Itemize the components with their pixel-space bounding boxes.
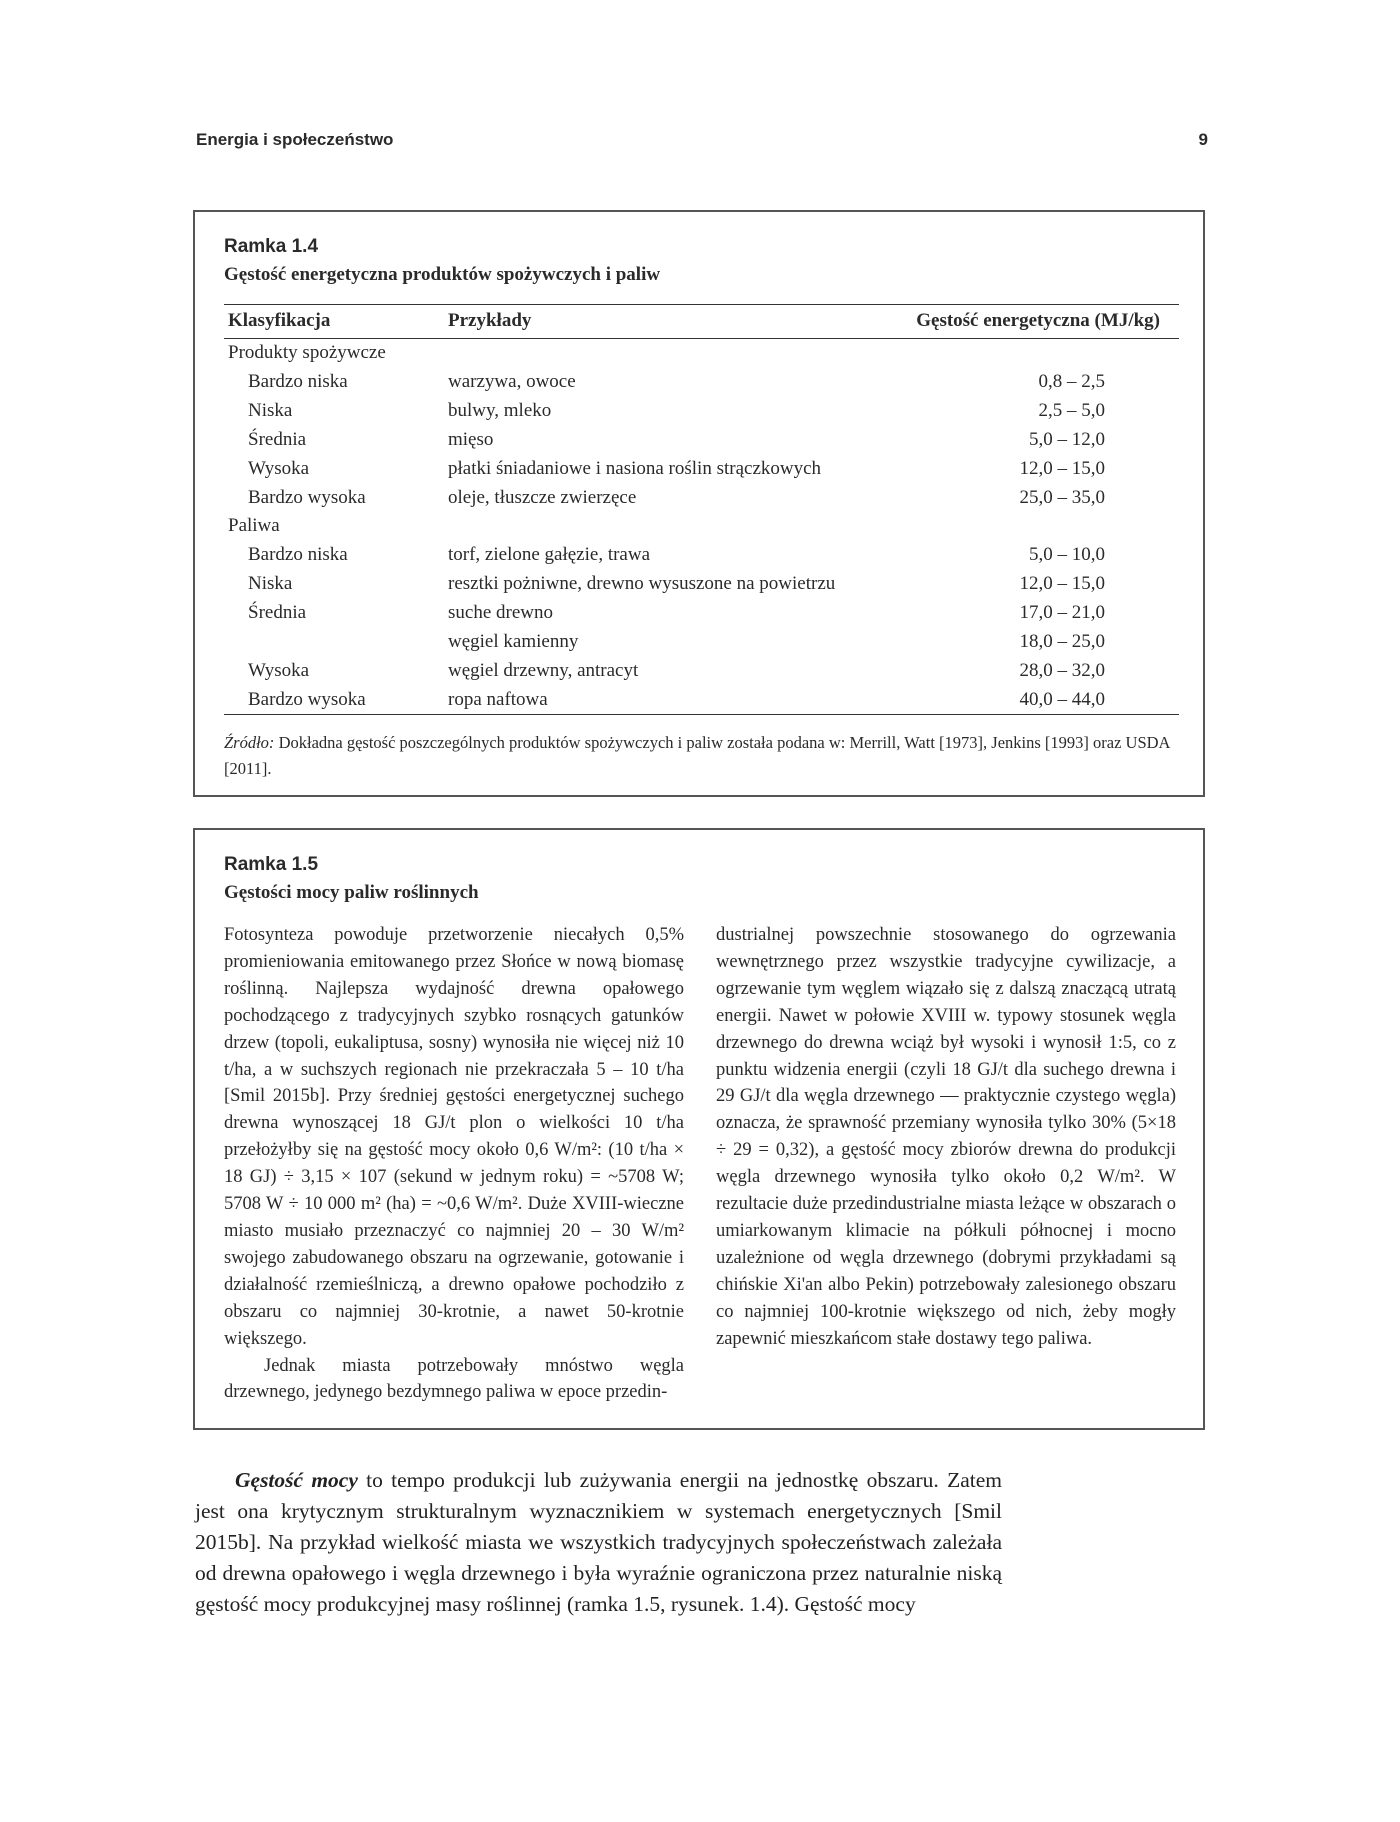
paragraph: Fotosynteza powoduje przetworzenie niecałych 0,5% promieniowania emitowanego przez Słońce w nową biomasę roślinną. Najlepsza wydajność drewna opałowego pochodzącego z tradycyjnych szybko rosnących gatunków drzew (topoli, eukaliptusa, sosny) wynosiła nie więcej niż 10 t/ha, a w suchszych regionach nie przekraczała 5 – 10 t/ha [Smil 2015b]. Przy średniej gęstości energetycznej suchego drewna wynoszącej 18 GJ/t plon o wielkości 10 t/ha przełożyłby się na gęstość mocy około 0,6 W/m²: (10 t/ha × 18 GJ) ÷ 3,15 × 107 (sekund w jednym roku) = ~5708 W; 5708 W ÷ 10 000 m² (ha) = ~0,6 W/m². Duże XVIII-wieczne miasto musiało przeznaczyć co najmniej 20 – 30 W/m² swojego zabudowanego obszaru na ogrzewanie, gotowanie i działalność rzemieślniczą, a drewno opałowe pochodziło z obszaru co najmniej 30-krotnie, a nawet 50-krotnie większego. bbox=[224, 925, 684, 1349]
row-value: 0,8 – 2,5 bbox=[1038, 370, 1105, 392]
column-left bbox=[224, 922, 684, 1406]
row-classification: Średnia bbox=[248, 428, 307, 450]
row-classification: Średnia bbox=[248, 602, 307, 624]
box-title: Gęstości mocy paliw roślinnych bbox=[224, 882, 479, 903]
row-example: bulwy, mleko bbox=[448, 399, 552, 421]
row-example: mięso bbox=[448, 428, 494, 450]
source-note bbox=[224, 730, 1184, 782]
box-title: Gęstość energetyczna produktów spożywczych i paliw bbox=[224, 264, 661, 285]
row-classification: Produkty spożywcze bbox=[228, 342, 386, 363]
row-example: warzywa, owoce bbox=[448, 370, 576, 392]
row-example: oleje, tłuszcze zwierzęce bbox=[448, 486, 637, 508]
page-number: 9 bbox=[1198, 130, 1208, 149]
row-example: resztki pożniwne, drewno wysuszone na powietrzu bbox=[448, 573, 836, 595]
box-1-4 bbox=[193, 210, 1205, 797]
body-text bbox=[195, 1465, 1002, 1620]
row-value: 5,0 – 10,0 bbox=[1029, 544, 1105, 566]
running-head bbox=[196, 130, 1208, 150]
row-example: węgiel kamienny bbox=[448, 631, 579, 652]
column-right bbox=[716, 922, 1176, 1353]
row-classification: Wysoka bbox=[248, 457, 310, 479]
source-text: Dokładna gęstość poszczególnych produktów spożywczych i paliw została podana w: Merrill, Watt [1973], Jenkins [1993] oraz USDA [2011]. bbox=[224, 733, 1170, 778]
row-value: 25,0 – 35,0 bbox=[1019, 486, 1105, 508]
row-value: 40,0 – 44,0 bbox=[1019, 688, 1105, 710]
paragraph-continued: Jednak miasta potrzebowały mnóstwo węgla drzewnego, jedynego bezdymnego paliwa w epoce przedin- bbox=[224, 1355, 684, 1403]
running-head-title: Energia i społeczeństwo bbox=[196, 130, 394, 149]
paragraph: dustrialnej powszechnie stosowanego do ogrzewania wewnętrznego przez wszystkie tradycyjne cywilizacje, a ogrzewanie tym węglem wiązało się z dalszą znaczącą utratą energii. Nawet w połowie XVIII w. typowy stosunek węgla drzewnego do drewna wciąż był wysoki i wynosił 1:5, co z punktu widzenia energii (czyli 18 GJ/t dla suchego drewna i 29 GJ/t dla węgla drzewnego — praktycznie czystego węgla) oznacza, że sprawność przemiany wynosiła tylko 30% (5×18 ÷ 29 = 0,32), a gęstość mocy zbiorów drewna do produkcji węgla drzewnego wynosiła tylko około 0,2 W/m². W rezultacie duże przedindustrialne miasta leżące w obszarach o umiarkowanym klimacie na półkuli północnej i mocno uzależnione od węgla drzewnego (dobrymi przykładami są chińskie Xi'an albo Pekin) potrzebowały zalesionego obszaru co najmniej 100-krotnie większego od nich, żeby mogły zapewnić mieszkańcom stałe dostawy tego paliwa. bbox=[716, 925, 1176, 1349]
row-value: 2,5 – 5,0 bbox=[1038, 399, 1105, 421]
row-example: ropa naftowa bbox=[448, 688, 548, 710]
row-classification: Bardzo wysoka bbox=[248, 486, 366, 508]
source-label: Źródło: bbox=[224, 733, 275, 752]
paragraph-text: to tempo produkcji lub zużywania energii na jednostkę obszaru. Zatem jest ona krytycznym strukturalnym wyznacznikiem w systemach energetycznych [Smil 2015b]. Na przykład wielkość miasta we wszystkich tradycyjnych społeczeństwach zależała od drewna opałowego i węgla drzewnego i była wyraźnie ograniczona przez naturalnie niską gęstość mocy produkcyjnej masy roślinnej (ramka 1.5, rysunek. 1.4). Gęstość mocy bbox=[195, 1468, 1002, 1616]
table-bottom-rule bbox=[224, 714, 1179, 715]
row-example: węgiel drzewny, antracyt bbox=[448, 659, 639, 681]
box-1-5 bbox=[193, 828, 1205, 1430]
box-label: Ramka 1.4 bbox=[224, 236, 319, 257]
col-header-classification: Klasyfikacja bbox=[228, 310, 331, 331]
row-example: torf, zielone gałęzie, trawa bbox=[448, 544, 651, 566]
row-value: 17,0 – 21,0 bbox=[1019, 602, 1105, 624]
box-label: Ramka 1.5 bbox=[224, 854, 319, 875]
row-classification: Wysoka bbox=[248, 659, 310, 681]
row-example: suche drewno bbox=[448, 602, 553, 624]
row-value: 12,0 – 15,0 bbox=[1019, 457, 1105, 479]
row-classification: Bardzo niska bbox=[248, 544, 348, 566]
row-classification: Bardzo wysoka bbox=[248, 688, 366, 710]
table-header-rule bbox=[224, 338, 1179, 339]
defined-term: Gęstość mocy bbox=[235, 1468, 358, 1492]
row-classification: Paliwa bbox=[228, 515, 280, 537]
row-value: 28,0 – 32,0 bbox=[1019, 659, 1105, 681]
row-classification: Niska bbox=[248, 573, 293, 595]
col-header-density: Gęstość energetyczna (MJ/kg) bbox=[916, 310, 1160, 331]
row-classification: Bardzo niska bbox=[248, 370, 348, 392]
table-top-rule bbox=[224, 304, 1179, 305]
row-classification: Niska bbox=[248, 399, 293, 421]
row-value: 5,0 – 12,0 bbox=[1029, 428, 1105, 450]
paragraph bbox=[195, 1465, 1002, 1620]
row-value: 12,0 – 15,0 bbox=[1019, 573, 1105, 595]
row-value: 18,0 – 25,0 bbox=[1019, 631, 1105, 652]
col-header-examples: Przykłady bbox=[448, 310, 532, 331]
row-example: płatki śniadaniowe i nasiona roślin strączkowych bbox=[448, 457, 822, 479]
